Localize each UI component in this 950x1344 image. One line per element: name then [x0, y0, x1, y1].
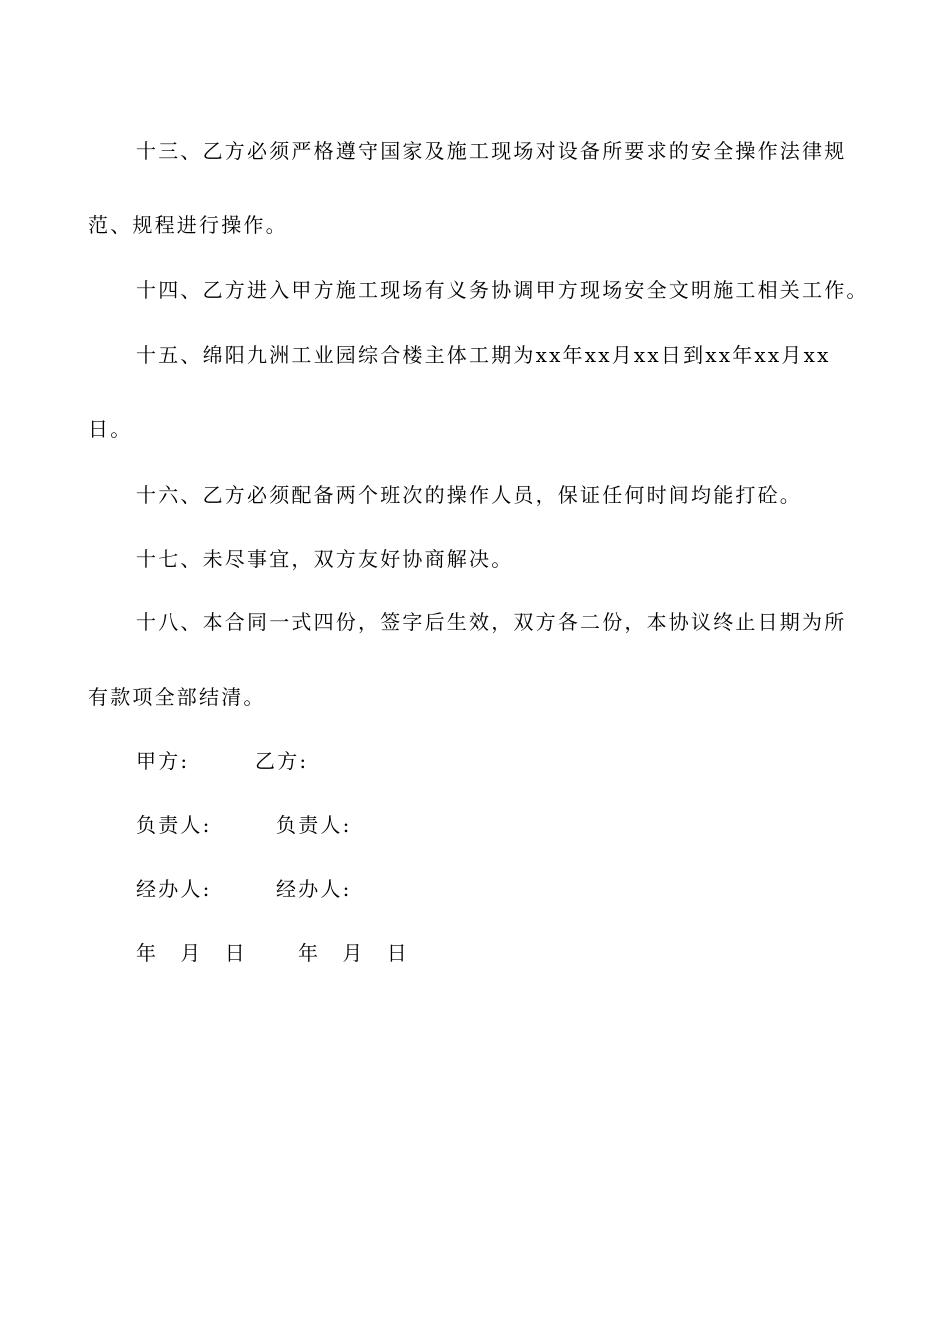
person-in-charge-a-label: 负责人: — [136, 813, 212, 837]
clause-17-line-1: 十七、未尽事宜，双方友好协商解决。 — [136, 547, 514, 571]
clause-15-line-1: 十五、绵阳九洲工业园综合楼主体工期为xx年xx月xx日到xx年xx月xx — [136, 343, 831, 367]
clause-18-line-2: 有款项全部结清。 — [88, 685, 266, 709]
date-b-label: 年 月 日 — [298, 941, 409, 965]
handler-b-label: 经办人: — [276, 877, 352, 901]
clause-16-line-1: 十六、乙方必须配备两个班次的操作人员，保证任何时间均能打砼。 — [136, 483, 802, 507]
clause-13-line-1: 十三、乙方必须严格遵守国家及施工现场对设备所要求的安全操作法律规 — [136, 139, 847, 163]
date-a-label: 年 月 日 — [136, 941, 247, 965]
clause-13-line-2: 范、规程进行操作。 — [88, 213, 288, 237]
clause-15-line-2: 日。 — [88, 417, 133, 441]
party-b-label: 乙方: — [255, 749, 309, 773]
clause-14-line-1: 十四、乙方进入甲方施工现场有义务协调甲方现场安全文明施工相关工作。 — [136, 278, 869, 302]
party-a-label: 甲方: — [136, 749, 190, 773]
clause-18-line-1: 十八、本合同一式四份，签字后生效，双方各二份，本协议终止日期为所 — [136, 610, 847, 634]
person-in-charge-b-label: 负责人: — [276, 813, 352, 837]
handler-a-label: 经办人: — [136, 877, 212, 901]
